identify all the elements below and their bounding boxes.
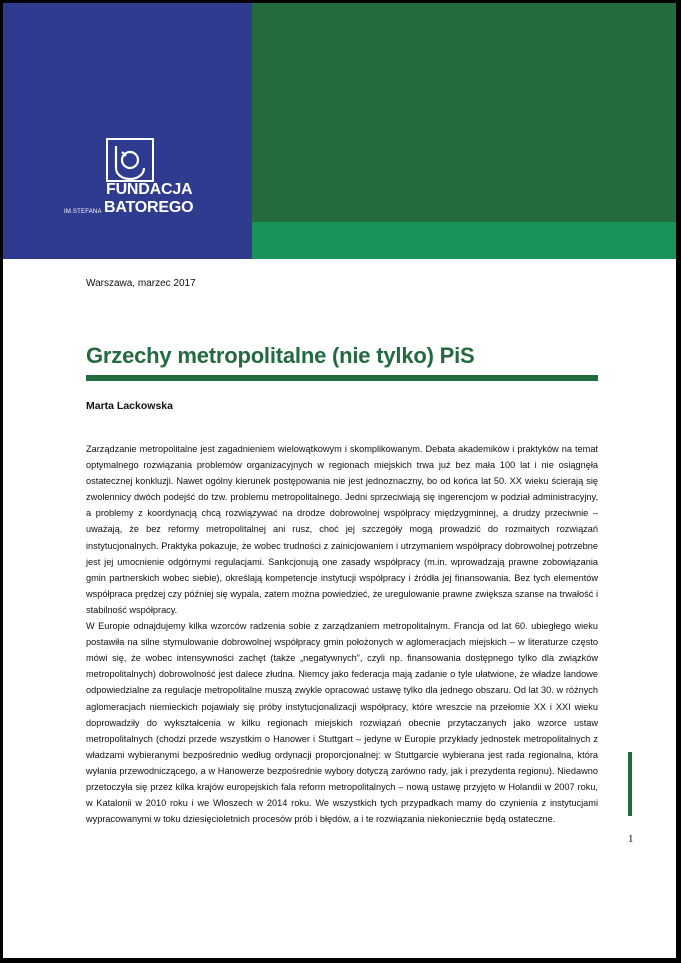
body-text <box>86 441 598 827</box>
header-light-green-stripe <box>252 222 676 259</box>
header-dark-green-block <box>252 3 676 222</box>
paragraph: W Europie odnajdujemy kilka wzorców radzenia sobie z zarządzaniem metropolitalnym. Francja od lat 60. ubiegłego wieku postawiła na silne stymulowanie dobrowolnej współpracy gmin położonych w aglomeracjach miejskich – w literaturze często mówi się, że wobec intensywności zachęt (także „negatywnych”, czyli np. finansowania dostępnego tylko dla związków metropolitalnych) dobrowolność jest dalece złudna. Niemcy jako federacja mają zadanie o tyle ułatwione, że władze landowe odpowiedzialne za regulacje metropolitalne muszą zwykle opracować ustawę tylko dla jednego obszaru. Od lat 30. w różnych aglomeracjach niemieckich pojawiały się próby instytucjonalizacji współpracy, które wreszcie na przełomie XX i XXI wieku doprowadziły do wykształcenia w kilku regionach miejskich rozwiązań obecnie przytaczanych jako wzorce ustaw metropolitalnych (chodzi przede wszystkim o Hanower i Stuttgart – jedyne w Europie przykłady jednostek metropolitalnych z władzami wybieranymi bezpośrednio według ordynacji proporcjonalnej: w Stuttgarcie wybierana jest rada regionalna, która wyłania przewodniczącego, a w Hanowerze bezpośrednie wybory dotyczą zarówno rady, jak i prezydenta regionu). Niedawno przetoczyła się przez kilka krajów europejskich fala reform metropolitalnych – nową ustawę przyjęto w Holandii w 2007 roku, w Katalonii w 2010 roku i we Włoszech w 2014 roku. We wszystkich tych przypadkach mamy do czynienia z instytucjami wypracowanymi w toku dziesięcioletnich procesów prób i błędów, a i te rozwiązania niekoniecznie będą ostateczne. <box>86 621 598 825</box>
logo-text-batorego: BATOREGO <box>104 199 194 216</box>
author-name: Marta Lackowska <box>86 400 173 412</box>
title-underline <box>86 375 598 381</box>
logo-text-prefix: IM.STEFANA <box>64 209 102 215</box>
logo-text-fundacja: FUNDACJA <box>106 181 193 198</box>
side-accent-bar <box>628 752 632 816</box>
dateline: Warszawa, marzec 2017 <box>86 278 196 289</box>
page-number: 1 <box>628 833 634 845</box>
foundation-logo <box>64 138 194 238</box>
foundation-emblem-icon <box>106 138 154 182</box>
paragraph: Zarządzanie metropolitalne jest zagadnieniem wielowątkowym i skomplikowanym. Debata akademików i praktyków na temat optymalnego rozwiązania problemów organizacyjnych w regionach miejskich trwa już bez mała 100 lat i nie osiągnęła ostatecznej konkluzji. Nawet ogólny kierunek postępowania nie jest jednoznaczny, bo od końca lat 50. XX wieku ścierają się zwolennicy dwóch podejść do tzw. problemu metropolitalnego. Jedni sprzeciwiają się ingerencjom w podział administracyjny, a problemy z koordynacją chcą rozwiązywać na drodze dobrowolnej współpracy międzygminnej, a drudzy przeciwnie – uważają, że bez reformy metropolitalnej ani rusz, choć jej szczegóły mogą prowadzić do rozmaitych rozwiązań instytucjonalnych. Praktyka pokazuje, że wobec trudności z zainicjowaniem i utrzymaniem współpracy dobrowolnej potrzebne jest jej umocnienie odgórnymi regulacjami. Sankcjonują one zasady współpracy (m.in. wprowadzają prawne zobowiązania gmin partnerskich wobec siebie), określają kompetencje instytucji współpracy i źródła jej finansowania. Bez tych elementów współpraca prędzej czy później się wypala, zatem można powiedzieć, że uregulowanie prawne zwiększa szanse na trwałość i stabilność współpracy. <box>86 444 598 615</box>
document-title: Grzechy metropolitalne (nie tylko) PiS <box>86 343 475 368</box>
